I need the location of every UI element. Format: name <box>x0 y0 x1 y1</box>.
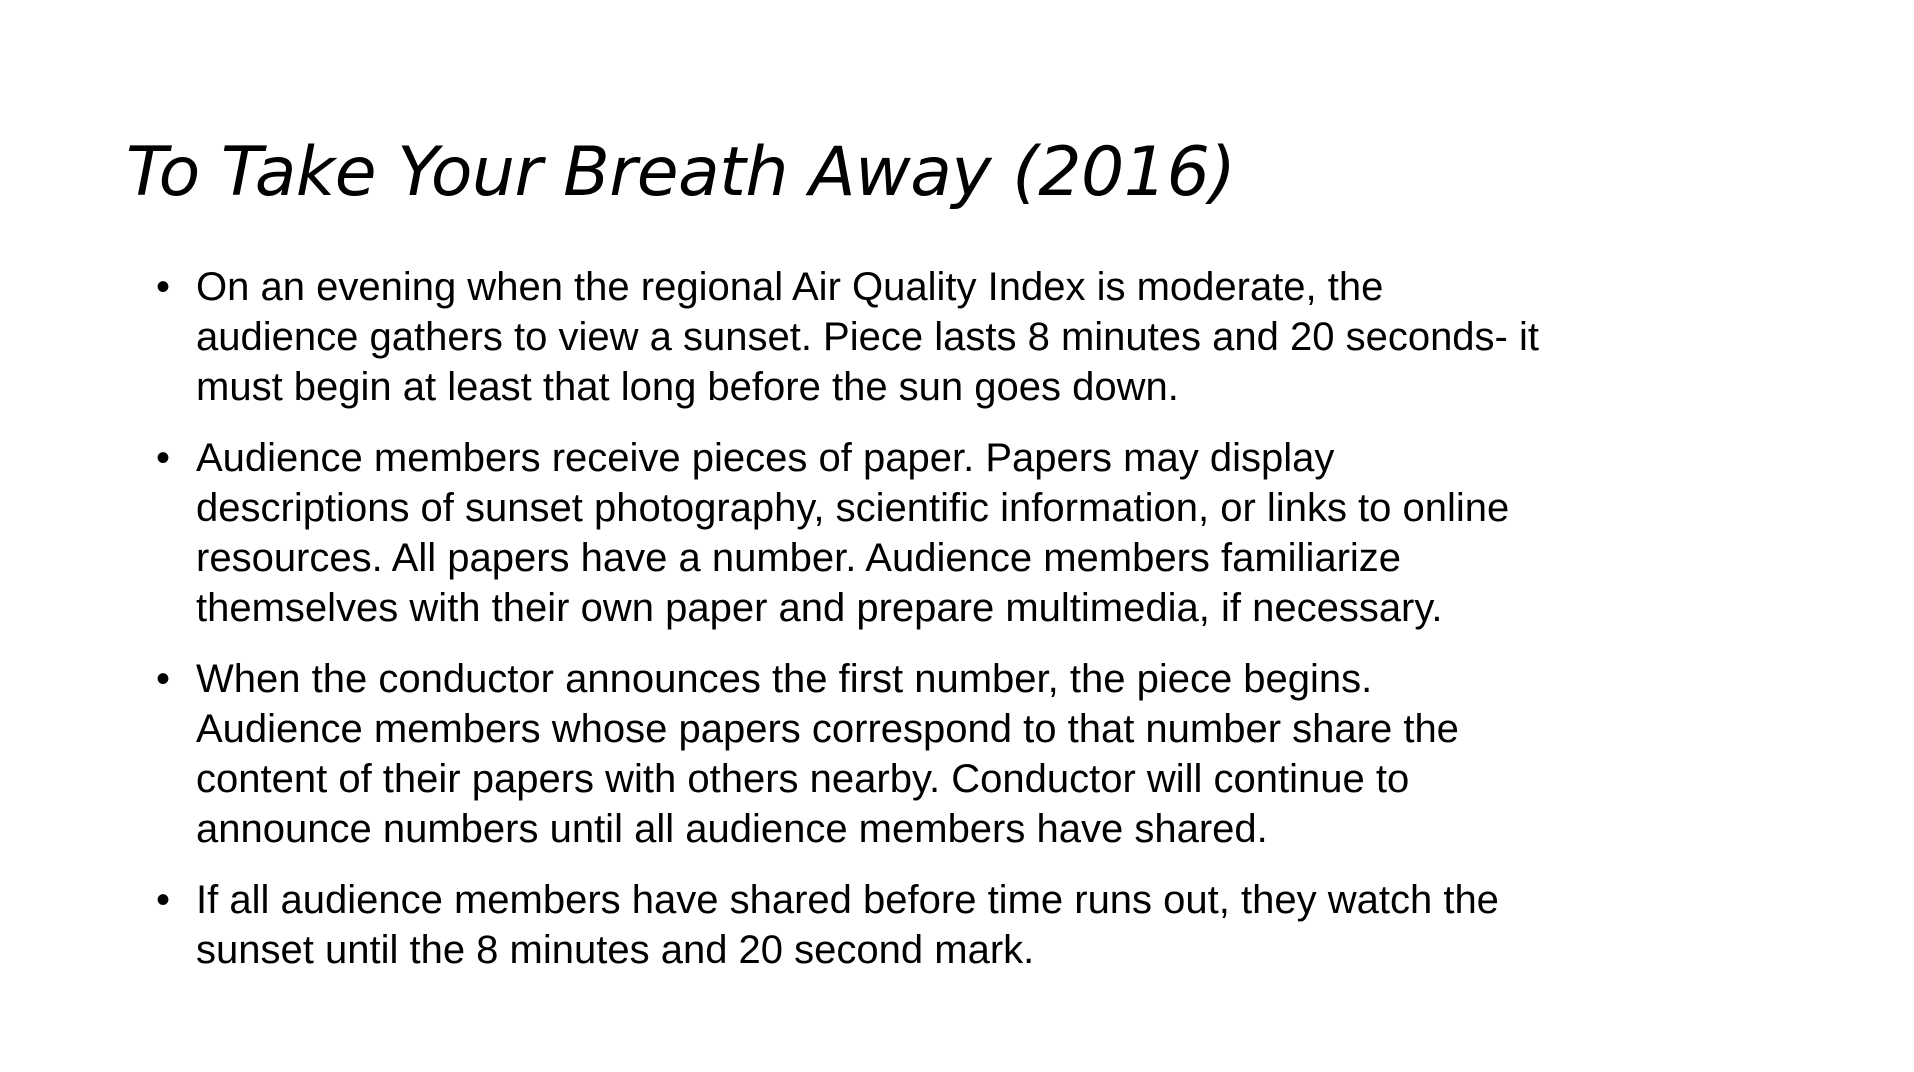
bullet-item-1 <box>156 262 1806 412</box>
bullet-item-4 <box>156 875 1806 975</box>
bullet-line: Audience members receive pieces of paper. Papers may display <box>196 436 1335 480</box>
bullet-line: descriptions of sunset photography, scientific information, or links to online <box>196 486 1510 530</box>
bullet-list <box>156 262 1806 996</box>
bullet-line: must begin at least that long before the sun goes down. <box>196 365 1179 409</box>
bullet-dot: • <box>156 878 171 922</box>
bullet-line: On an evening when the regional Air Quality Index is moderate, the <box>196 265 1384 309</box>
bullet-line: sunset until the 8 minutes and 20 second mark. <box>196 928 1035 972</box>
bullet-dot: • <box>156 436 171 480</box>
bullet-line: announce numbers until all audience members have shared. <box>196 807 1268 851</box>
bullet-line: themselves with their own paper and prepare multimedia, if necessary. <box>196 586 1443 630</box>
bullet-line: resources. All papers have a number. Audience members familiarize <box>196 536 1402 580</box>
bullet-dot: • <box>156 657 171 701</box>
slide-title: To Take Your Breath Away (2016) <box>126 133 1236 212</box>
bullet-dot: • <box>156 265 171 309</box>
bullet-line: audience gathers to view a sunset. Piece lasts 8 minutes and 20 seconds- it <box>196 315 1539 359</box>
bullet-line: Audience members whose papers correspond to that number share the <box>196 707 1459 751</box>
bullet-line: content of their papers with others nearby. Conductor will continue to <box>196 757 1410 801</box>
bullet-line: When the conductor announces the first number, the piece begins. <box>196 657 1373 701</box>
bullet-item-2 <box>156 433 1806 633</box>
bullet-line: If all audience members have shared before time runs out, they watch the <box>196 878 1499 922</box>
bullet-item-3 <box>156 654 1806 854</box>
